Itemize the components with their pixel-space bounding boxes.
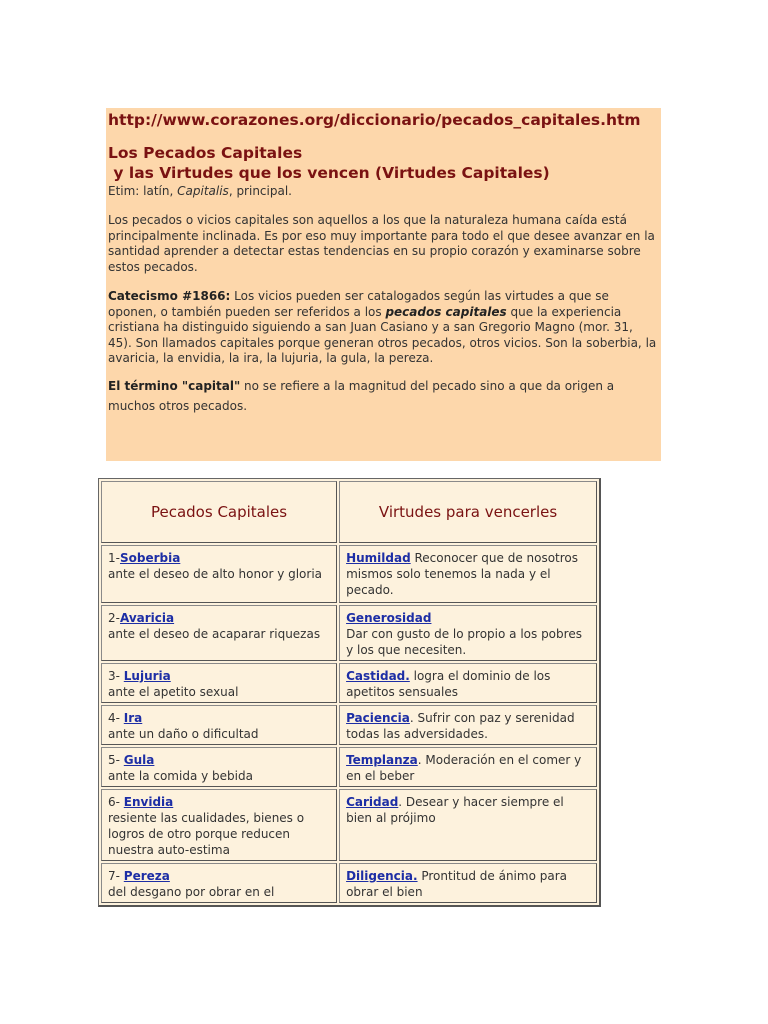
virtue-link[interactable]: Castidad. [346, 669, 410, 683]
title-line-1: Los Pecados Capitales [108, 144, 303, 162]
virtue-link[interactable]: Diligencia. [346, 869, 418, 883]
virtue-cell [339, 789, 597, 861]
vice-cell [101, 663, 337, 703]
vice-description: ante el deseo de alto honor y gloria [108, 567, 323, 581]
source-url: http://www.corazones.org/diccionario/pecados_capitales.htm [108, 111, 641, 129]
virtue-description: logra el dominio de los apetitos sensuales [346, 669, 551, 699]
table-row [101, 747, 597, 787]
vice-link[interactable]: Lujuria [123, 669, 171, 683]
capital-term: El término "capital" [108, 378, 241, 393]
virtue-description: . Desear y hacer siempre el bien al prójimo [346, 795, 564, 825]
virtue-link[interactable]: Templanza [346, 753, 418, 767]
vice-description: ante un daño o dificultad [108, 727, 259, 741]
virtue-cell [339, 705, 597, 745]
table-row [101, 863, 597, 903]
vice-description: ante el apetito sexual [108, 685, 239, 699]
intro-paragraph-1: Los pecados o vicios capitales son aquellos a los que la naturaleza humana caída está principalmente inclinada. Es por eso muy importante para todo el que desee avanzar en la santidad aprender a detectar estas tendencias en su propio corazón y examinarse sobre estos pecados. [108, 213, 655, 274]
virtue-link[interactable]: Caridad [346, 795, 399, 809]
table-body [101, 545, 597, 903]
catechism-emphasis: pecados capitales [385, 304, 507, 319]
virtue-link[interactable]: Humildad [346, 551, 411, 565]
vice-number: 6- [108, 795, 124, 809]
vice-link[interactable]: Soberbia [119, 551, 181, 565]
etymology [108, 183, 659, 199]
vice-description: resiente las cualidades, bienes o logros de otro porque reducen nuestra auto-estima [108, 811, 305, 857]
capital-term-paragraph [108, 376, 659, 416]
virtue-description: Reconocer que de nosotros mismos solo tenemos la nada y el pecado. [346, 551, 579, 597]
virtue-cell [339, 863, 597, 903]
virtue-cell [339, 605, 597, 661]
header-virtues: Virtudes para vencerles [339, 481, 597, 543]
vice-description: ante el deseo de acaparar riquezas [108, 627, 321, 641]
virtue-cell [339, 747, 597, 787]
vice-description: ante la comida y bebida [108, 769, 253, 783]
vice-number: 5- [108, 753, 124, 767]
virtue-description: . Sufrir con paz y serenidad todas las adversidades. [346, 711, 575, 741]
etim-suffix: , principal. [228, 184, 292, 198]
vice-link[interactable]: Gula [123, 753, 155, 767]
vices-virtues-table [98, 478, 601, 907]
table-header-row [101, 481, 597, 543]
table-row [101, 605, 597, 661]
vice-cell [101, 545, 337, 603]
intro-panel [106, 108, 661, 461]
table-row [101, 705, 597, 745]
catechism-ref: Catecismo #1866: [108, 289, 231, 303]
vice-cell [101, 863, 337, 903]
etim-italic: Capitalis [177, 184, 229, 198]
table-row [101, 663, 597, 703]
vice-cell [101, 747, 337, 787]
virtue-description: Prontitud de ánimo para obrar el bien [346, 869, 567, 899]
virtue-description: Dar con gusto de lo propio a los pobres y los que necesiten. [346, 627, 582, 657]
etim-prefix: Etim: latín, [108, 184, 178, 198]
catechism-paragraph [108, 289, 659, 367]
vice-description: del desgano por obrar en el [108, 885, 275, 899]
vice-link[interactable]: Ira [123, 711, 143, 725]
virtue-cell [339, 663, 597, 703]
virtue-link[interactable]: Generosidad [346, 611, 432, 625]
vice-cell [101, 605, 337, 661]
vice-link[interactable]: Avaricia [119, 611, 175, 625]
virtue-link[interactable]: Paciencia [346, 711, 410, 725]
vice-number: 4- [108, 711, 124, 725]
vice-number: 1- [108, 551, 120, 565]
vice-link[interactable]: Envidia [123, 795, 174, 809]
capital-term-text: no se refiere a la magnitud del pecado sino a que da origen a muchos otros pecados. [108, 378, 615, 413]
vice-number: 2- [108, 611, 120, 625]
table-row [101, 789, 597, 861]
vice-number: 3- [108, 669, 124, 683]
title-line-2: y las Virtudes que los vencen (Virtudes Capitales) [108, 164, 550, 182]
virtue-cell [339, 545, 597, 603]
vice-cell [101, 789, 337, 861]
table-row [101, 545, 597, 603]
page-title [108, 143, 659, 183]
header-vices: Pecados Capitales [101, 481, 337, 543]
virtue-description: . Moderación en el comer y en el beber [346, 753, 582, 783]
vice-number: 7- [108, 869, 124, 883]
catechism-text-a: Los vicios pueden ser catalogados según las virtudes a que se oponen, o también pueden ser referidos a los [108, 289, 609, 319]
vice-cell [101, 705, 337, 745]
vice-link[interactable]: Pereza [123, 869, 170, 883]
catechism-text-b: que la experiencia cristiana ha distinguido siguiendo a san Juan Casiano y a san Gregorio Magno (mor. 31, 45). Son llamados capitales porque generan otros pecados, otros vicios. Son la soberbia, la avaricia, la envidia, la ira, la lujuria, la gula, la pereza. [108, 304, 657, 365]
